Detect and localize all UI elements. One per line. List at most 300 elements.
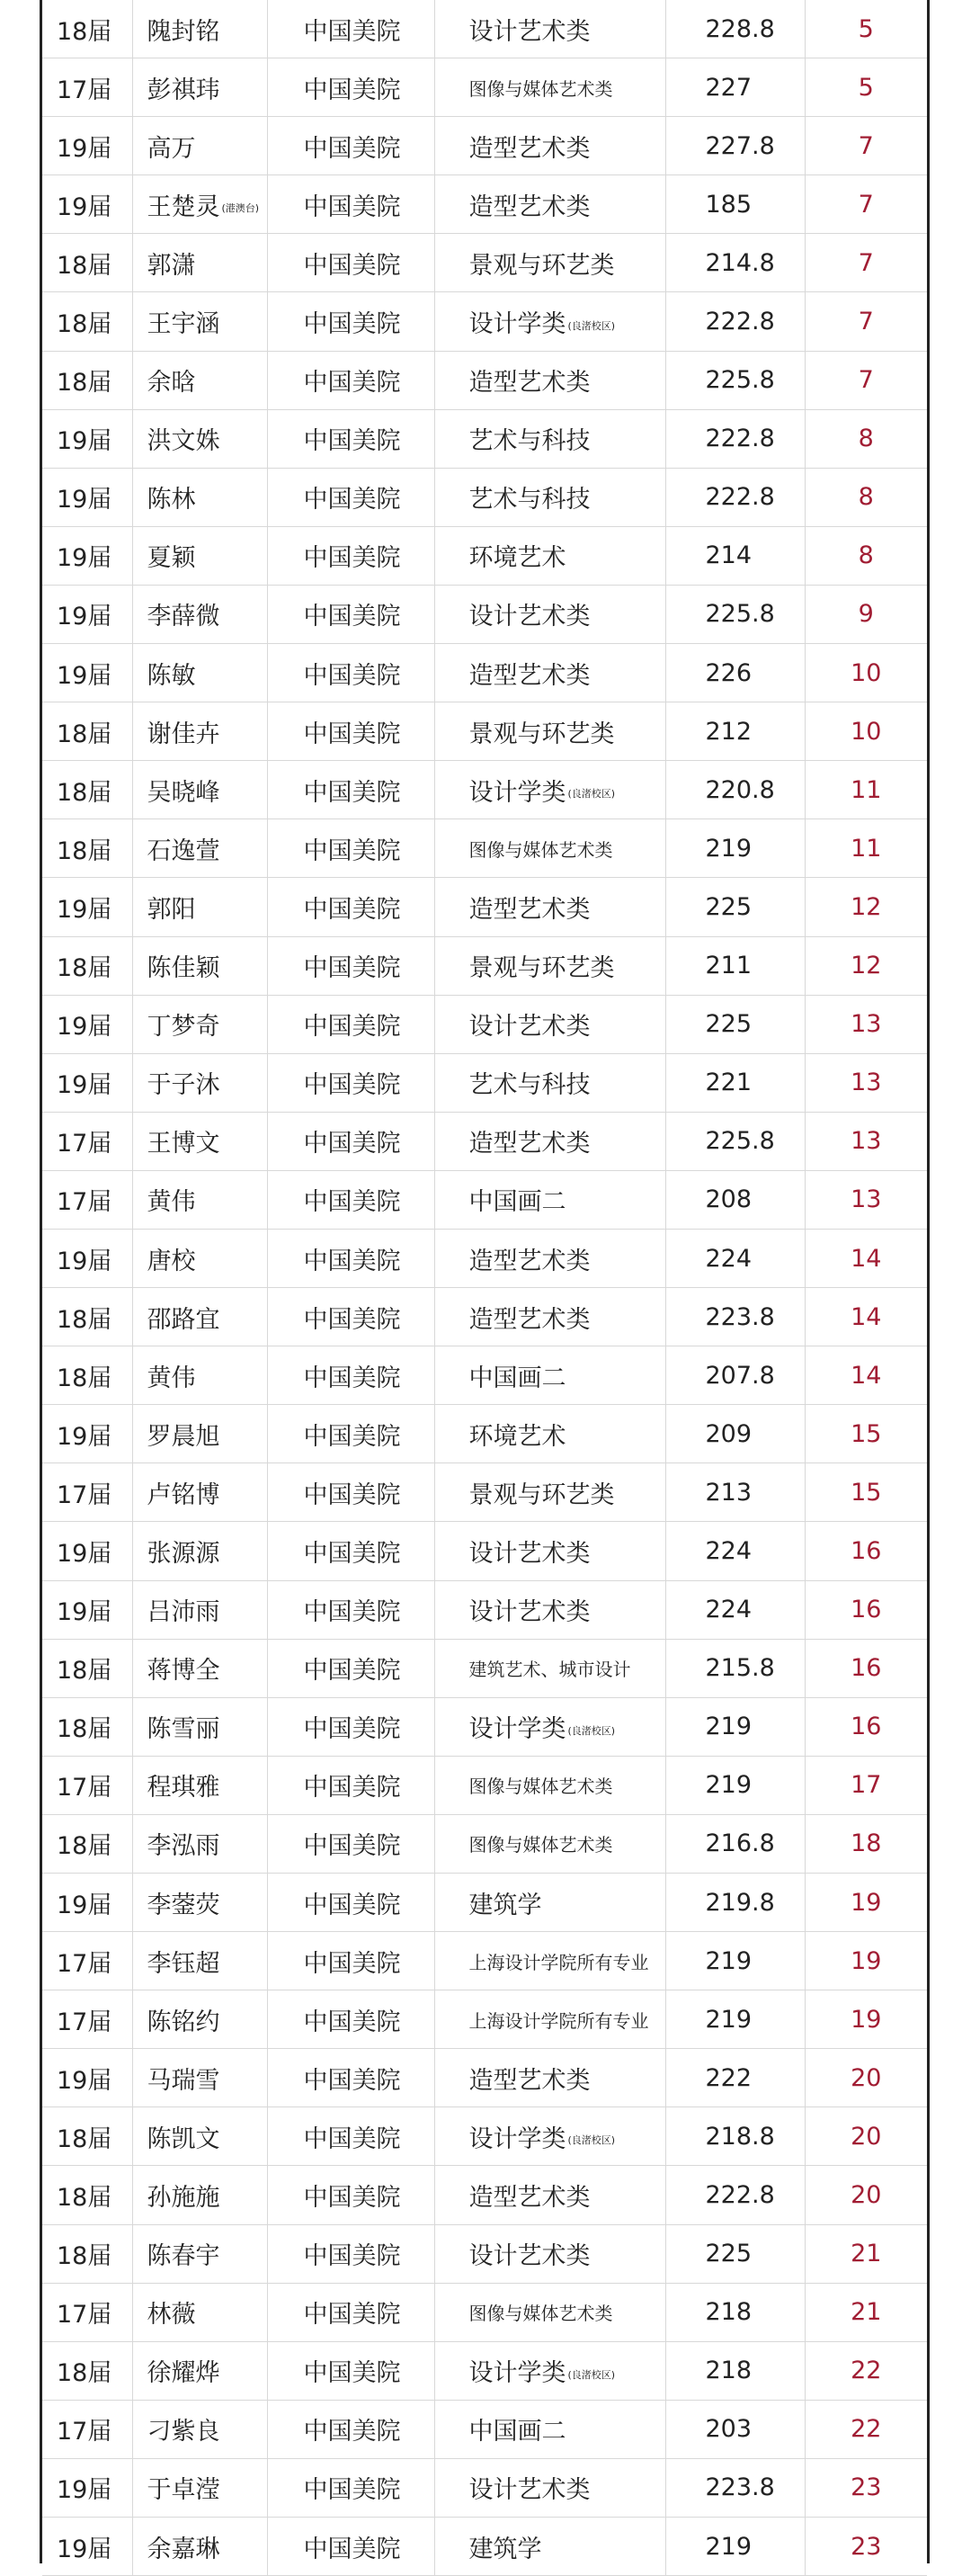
rank-cell [805,1170,927,1229]
score-cell [665,0,805,58]
class-cell-text: 19届 [57,192,112,221]
rank-cell [805,1580,927,1639]
score-cell [665,702,805,761]
name-cell-text: 陈铭约 [147,2008,220,2036]
class-cell [42,1874,132,1932]
name-cell-text: 李钰超 [147,1949,220,1978]
score-table-body [42,0,927,2576]
major-cell [434,2224,665,2283]
score-cell [665,819,805,878]
name-cell [132,2166,267,2224]
major-cell [434,1346,665,1405]
score-cell-text: 208 [705,1185,753,1214]
table-row [42,1932,927,1990]
rank-cell [805,2166,927,2224]
major-cell-text: 造型艺术类 [468,661,591,690]
school-cell [267,1288,434,1346]
score-cell [665,2458,805,2517]
major-cell [434,292,665,351]
major-cell-text: 建筑学 [468,1891,542,1919]
class-cell-text: 19届 [57,603,112,631]
major-cell-text: 造型艺术类 [468,1130,591,1158]
table-row [42,409,927,468]
rank-cell-text: 22 [851,2415,882,2444]
score-cell [665,234,805,292]
rank-cell [805,526,927,585]
rank-cell [805,644,927,702]
rank-cell [805,409,927,468]
class-cell [42,761,132,819]
major-cell-text: 设计学类 [468,310,566,339]
school-cell [267,1932,434,1990]
class-cell-text: 18届 [57,720,112,748]
table-row [42,2224,927,2283]
major-cell-text: 中国画二 [468,1188,566,1217]
name-cell [132,1814,267,1873]
table-row [42,1990,927,2049]
rank-cell [805,1522,927,1580]
name-cell [132,2049,267,2107]
rank-cell [805,2224,927,2283]
score-cell-text: 219.8 [705,1888,775,1917]
table-row [42,117,927,175]
class-cell-text: 18届 [57,954,112,983]
major-cell [434,1756,665,1814]
class-cell-text: 18届 [57,1657,112,1686]
school-cell-text: 中国美院 [303,2008,401,2036]
major-cell-text: 设计学类 [468,1715,566,1744]
name-cell [132,1522,267,1580]
score-cell [665,1053,805,1112]
school-cell [267,1639,434,1697]
class-cell [42,1756,132,1814]
school-cell [267,819,434,878]
table-row [42,2283,927,2341]
major-cell [434,234,665,292]
table-row [42,585,927,643]
score-cell-text: 185 [705,190,753,219]
rank-cell-text: 7 [858,190,874,219]
rank-cell-text: 19 [851,2005,882,2034]
class-cell-text: 18届 [57,1715,112,1744]
rank-cell [805,2400,927,2458]
rank-cell-text: 20 [851,2063,882,2092]
score-cell-text: 225 [705,2240,753,2268]
table-row [42,761,927,819]
name-cell [132,1932,267,1990]
school-cell-text: 中国美院 [303,661,401,690]
class-cell-text: 19届 [57,1071,112,1100]
class-cell-text: 17届 [57,1480,112,1509]
table-row [42,1463,927,1522]
class-cell-text: 18届 [57,2184,112,2213]
class-cell-text: 19届 [57,1539,112,1568]
class-cell [42,2049,132,2107]
table-row [42,1229,927,1287]
major-cell-text: 上海设计学院所有专业 [468,2009,649,2032]
major-cell-text: 设计艺术类 [468,1539,591,1568]
rank-cell [805,761,927,819]
class-cell-text: 18届 [57,836,112,865]
score-cell-text: 219 [705,1771,753,1800]
rank-cell-text: 14 [851,1302,882,1331]
major-cell-text: 中国画二 [468,1364,566,1392]
table-row [42,175,927,234]
name-cell-text: 郭阳 [147,895,196,924]
score-cell-text: 222.8 [705,425,775,453]
name-cell [132,175,267,234]
score-cell [665,2107,805,2166]
table-row [42,0,927,58]
major-cell [434,2166,665,2224]
name-cell-text: 唐校 [147,1247,196,1275]
rank-cell [805,2458,927,2517]
name-cell [132,526,267,585]
major-cell [434,1170,665,1229]
score-cell [665,1874,805,1932]
major-cell-text: 环境艺术 [468,1422,566,1451]
school-cell-text: 中国美院 [303,1013,401,1042]
school-cell [267,0,434,58]
name-cell [132,468,267,526]
score-cell [665,1522,805,1580]
name-cell-text: 蒋博全 [147,1657,220,1686]
score-cell-text: 221 [705,1069,753,1097]
table-row [42,292,927,351]
major-cell [434,1874,665,1932]
table-row [42,2166,927,2224]
score-cell [665,1990,805,2049]
score-cell-text: 224 [705,1536,753,1565]
class-cell [42,468,132,526]
school-cell-text: 中国美院 [303,2301,401,2330]
major-cell-text: 设计艺术类 [468,2476,591,2505]
class-cell-text: 18届 [57,2242,112,2271]
name-cell-text: 陈雪丽 [147,1715,220,1744]
school-cell-text: 中国美院 [303,2066,401,2095]
major-cell [434,117,665,175]
school-cell-text: 中国美院 [303,1774,401,1802]
major-cell-text: 景观与环艺类 [468,1480,615,1509]
rank-cell [805,1229,927,1287]
school-cell-text: 中国美院 [303,76,401,104]
name-cell [132,409,267,468]
class-cell [42,117,132,175]
score-cell-text: 223.8 [705,2473,775,2502]
class-cell-text: 17届 [57,2008,112,2036]
rank-cell-text: 11 [851,834,882,863]
school-cell [267,175,434,234]
rank-cell [805,702,927,761]
rank-cell-text: 21 [851,2240,882,2268]
class-cell-text: 19届 [57,1247,112,1275]
school-cell-text: 中国美院 [303,1364,401,1392]
class-cell [42,1170,132,1229]
name-cell [132,1229,267,1287]
school-cell-text: 中国美院 [303,17,401,46]
class-cell-text: 17届 [57,76,112,104]
score-cell [665,1580,805,1639]
score-cell-text: 218.8 [705,2122,775,2151]
score-cell [665,2400,805,2458]
class-cell [42,2107,132,2166]
rank-cell [805,468,927,526]
table-row [42,1814,927,1873]
table-row [42,526,927,585]
name-cell [132,1874,267,1932]
score-cell [665,1932,805,1990]
name-cell [132,1990,267,2049]
major-cell-text: 图像与媒体艺术类 [468,1775,613,1798]
rank-cell [805,351,927,409]
major-cell-text: 造型艺术类 [468,895,591,924]
score-cell [665,1288,805,1346]
table-row [42,1580,927,1639]
class-cell-text: 19届 [57,895,112,924]
name-cell [132,936,267,995]
name-cell [132,2400,267,2458]
school-cell [267,2049,434,2107]
school-cell [267,702,434,761]
school-cell-text: 中国美院 [303,778,401,807]
rank-cell-text: 9 [858,600,874,629]
major-cell-note: (良渚校区) [567,2134,616,2147]
score-cell-text: 219 [705,1946,753,1975]
major-cell [434,1053,665,1112]
name-cell [132,2518,267,2576]
name-cell-text: 罗晨旭 [147,1422,220,1451]
score-cell-text: 222 [705,2063,753,2092]
rank-cell [805,936,927,995]
score-cell-text: 212 [705,717,753,746]
major-cell [434,585,665,643]
rank-cell [805,292,927,351]
major-cell-note: (良渚校区) [567,788,616,801]
name-cell-text: 程琪雅 [147,1774,220,1802]
table-row [42,1639,927,1697]
class-cell-text: 18届 [57,1364,112,1392]
name-cell-text: 陈佳颖 [147,954,220,983]
score-cell-text: 209 [705,1419,753,1448]
school-cell-text: 中国美院 [303,603,401,631]
name-cell [132,1288,267,1346]
major-cell-note: (良渚校区) [567,2368,616,2381]
score-cell [665,1405,805,1463]
name-cell [132,819,267,878]
class-cell [42,1346,132,1405]
major-cell [434,2518,665,2576]
school-cell-text: 中国美院 [303,2418,401,2446]
name-cell-text: 黄伟 [147,1188,196,1217]
major-cell [434,1229,665,1287]
school-cell [267,1405,434,1463]
class-cell [42,2400,132,2458]
score-cell [665,409,805,468]
name-cell-text: 林薇 [147,2301,196,2330]
score-cell [665,351,805,409]
rank-cell-text: 5 [858,73,874,102]
rank-cell [805,117,927,175]
school-cell [267,117,434,175]
school-cell-text: 中国美院 [303,1130,401,1158]
table-row [42,1053,927,1112]
rank-cell [805,2283,927,2341]
rank-cell-text: 13 [851,1127,882,1156]
rank-cell [805,0,927,58]
name-cell [132,234,267,292]
major-cell [434,1288,665,1346]
name-cell-text: 余嘉琳 [147,2535,220,2563]
score-cell [665,2283,805,2341]
table-row [42,878,927,936]
name-cell-text: 陈林 [147,486,196,514]
class-cell [42,1639,132,1697]
name-cell [132,1346,267,1405]
major-cell [434,2107,665,2166]
school-cell [267,1053,434,1112]
class-cell [42,1580,132,1639]
class-cell [42,1229,132,1287]
class-cell [42,702,132,761]
score-cell [665,585,805,643]
school-cell-text: 中国美院 [303,1480,401,1509]
class-cell-text: 19届 [57,427,112,456]
major-cell [434,468,665,526]
rank-cell-text: 10 [851,717,882,746]
major-cell-text: 中国画二 [468,2418,566,2446]
school-cell-text: 中国美院 [303,427,401,456]
rank-cell [805,58,927,117]
rank-cell [805,585,927,643]
table-row [42,1112,927,1170]
school-cell [267,2518,434,2576]
score-cell-text: 218 [705,2357,753,2385]
major-cell-text: 图像与媒体艺术类 [468,77,613,100]
score-cell [665,468,805,526]
score-cell-text: 215.8 [705,1654,775,1683]
table-row [42,1170,927,1229]
rank-cell-text: 21 [851,2298,882,2327]
score-cell-text: 214 [705,541,753,570]
class-cell-text: 18届 [57,17,112,46]
school-cell-text: 中国美院 [303,1715,401,1744]
rank-cell-text: 14 [851,1244,882,1273]
major-cell [434,761,665,819]
class-cell [42,526,132,585]
name-cell-text: 隗封铭 [147,17,220,46]
name-cell-text: 王楚灵 [147,192,220,221]
rank-cell-text: 20 [851,2122,882,2151]
score-cell-text: 214.8 [705,248,775,277]
school-cell-text: 中国美院 [303,2535,401,2563]
score-cell-text: 207.8 [705,1361,775,1390]
school-cell [267,2283,434,2341]
rank-cell [805,819,927,878]
table-row [42,936,927,995]
score-cell-text: 223.8 [705,1302,775,1331]
table-row [42,2341,927,2400]
class-cell-text: 18届 [57,778,112,807]
school-cell-text: 中国美院 [303,1539,401,1568]
rank-cell-text: 16 [851,1536,882,1565]
rank-cell-text: 23 [851,2473,882,2502]
name-cell [132,1112,267,1170]
school-cell [267,1229,434,1287]
class-cell-text: 17届 [57,1949,112,1978]
score-cell-text: 222.8 [705,2181,775,2210]
score-cell-text: 227.8 [705,131,775,160]
major-cell-text: 景观与环艺类 [468,720,615,748]
table-row [42,1288,927,1346]
score-cell-text: 219 [705,2532,753,2561]
class-cell [42,2341,132,2400]
name-cell [132,1463,267,1522]
score-cell-text: 226 [705,658,753,687]
score-cell [665,936,805,995]
school-cell-text: 中国美院 [303,2184,401,2213]
class-cell [42,1112,132,1170]
table-row [42,1522,927,1580]
class-cell-text: 17届 [57,1774,112,1802]
major-cell [434,2400,665,2458]
class-cell-text: 18届 [57,2359,112,2388]
rank-cell-text: 7 [858,131,874,160]
name-cell-text: 黄伟 [147,1364,196,1392]
school-cell [267,468,434,526]
score-cell [665,2049,805,2107]
major-cell-text: 景观与环艺类 [468,251,615,280]
name-cell-text: 马瑞雪 [147,2066,220,2095]
major-cell-text: 艺术与科技 [468,1071,591,1100]
school-cell [267,1170,434,1229]
school-cell-text: 中国美院 [303,2476,401,2505]
school-cell-text: 中国美院 [303,1832,401,1861]
major-cell-text: 环境艺术 [468,544,566,573]
school-cell-text: 中国美院 [303,720,401,748]
name-cell-text: 王博文 [147,1130,220,1158]
rank-cell-text: 11 [851,775,882,804]
rank-cell-text: 14 [851,1361,882,1390]
major-cell [434,351,665,409]
score-cell [665,761,805,819]
score-cell [665,2341,805,2400]
class-cell-text: 17届 [57,1188,112,1217]
score-cell [665,1697,805,1756]
class-cell [42,234,132,292]
rank-cell-text: 15 [851,1419,882,1448]
school-cell-text: 中国美院 [303,954,401,983]
major-cell-text: 造型艺术类 [468,2184,591,2213]
major-cell-note: (良渚校区) [567,1724,616,1737]
major-cell-text: 设计艺术类 [468,603,591,631]
name-cell-text: 夏颖 [147,544,196,573]
name-cell-text: 余晗 [147,369,196,398]
rank-cell [805,2107,927,2166]
name-cell [132,2341,267,2400]
school-cell-text: 中国美院 [303,1657,401,1686]
school-cell-text: 中国美院 [303,486,401,514]
score-cell-text: 219 [705,1713,753,1741]
score-cell-text: 222.8 [705,483,775,512]
table-row [42,2400,927,2458]
class-cell [42,351,132,409]
school-cell-text: 中国美院 [303,1305,401,1334]
class-cell-text: 18届 [57,1305,112,1334]
name-cell-text: 石逸萱 [147,836,220,865]
name-cell [132,292,267,351]
score-cell-text: 220.8 [705,775,775,804]
name-cell [132,2458,267,2517]
